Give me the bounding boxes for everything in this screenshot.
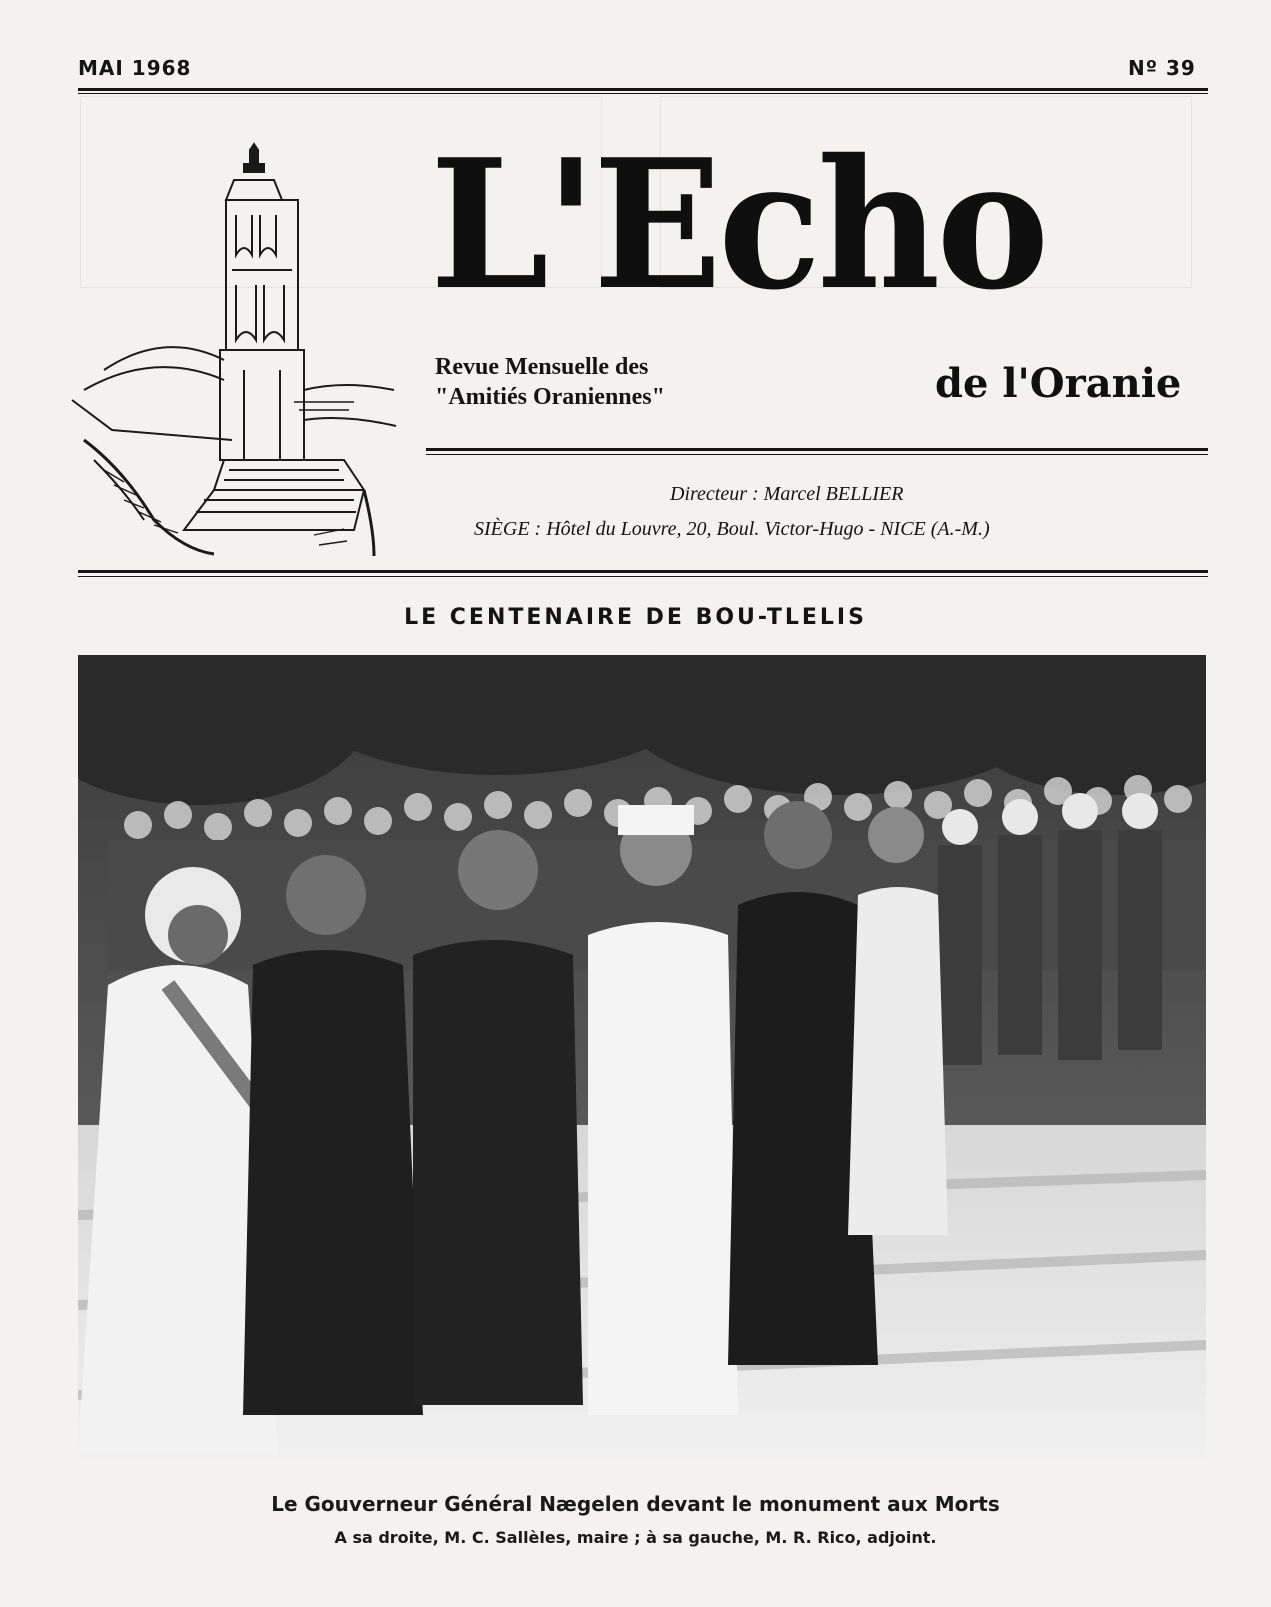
masthead-title: L'Echo	[430, 120, 1046, 329]
masthead-rule-thin	[426, 454, 1208, 455]
header-bottom-rule-thin	[78, 576, 1208, 577]
top-rule	[78, 88, 1208, 91]
photo-caption-main: Le Gouverneur Général Nægelen devant le monument aux Morts	[271, 1492, 1000, 1516]
header-bottom-rule	[78, 570, 1208, 573]
photo-caption-sub: A sa droite, M. C. Sallèles, maire ; à sa gauche, M. R. Rico, adjoint.	[334, 1528, 937, 1547]
top-rule-thin	[78, 93, 1208, 94]
directeur-line: Directeur : Marcel BELLIER	[670, 483, 904, 505]
revue-tagline	[435, 352, 675, 412]
revue-tagline-line1: Revue Mensuelle des	[435, 354, 649, 380]
issue-number: Nº 39	[1128, 56, 1196, 80]
article-headline: LE CENTENAIRE DE BOU-TLELIS	[404, 605, 867, 630]
siege-address: SIÈGE : Hôtel du Louvre, 20, Boul. Victor-Hugo - NICE (A.-M.)	[474, 518, 990, 540]
ceremony-photo	[78, 655, 1206, 1458]
revue-tagline-line2: "Amitiés Oraniennes"	[435, 384, 665, 410]
masthead-subtitle: de l'Oranie	[935, 360, 1182, 407]
masthead-rule-thick	[426, 448, 1208, 451]
issue-date: MAI 1968	[78, 56, 192, 80]
church-illustration	[64, 140, 404, 560]
ceremony-photo-drawing	[78, 655, 1206, 1458]
